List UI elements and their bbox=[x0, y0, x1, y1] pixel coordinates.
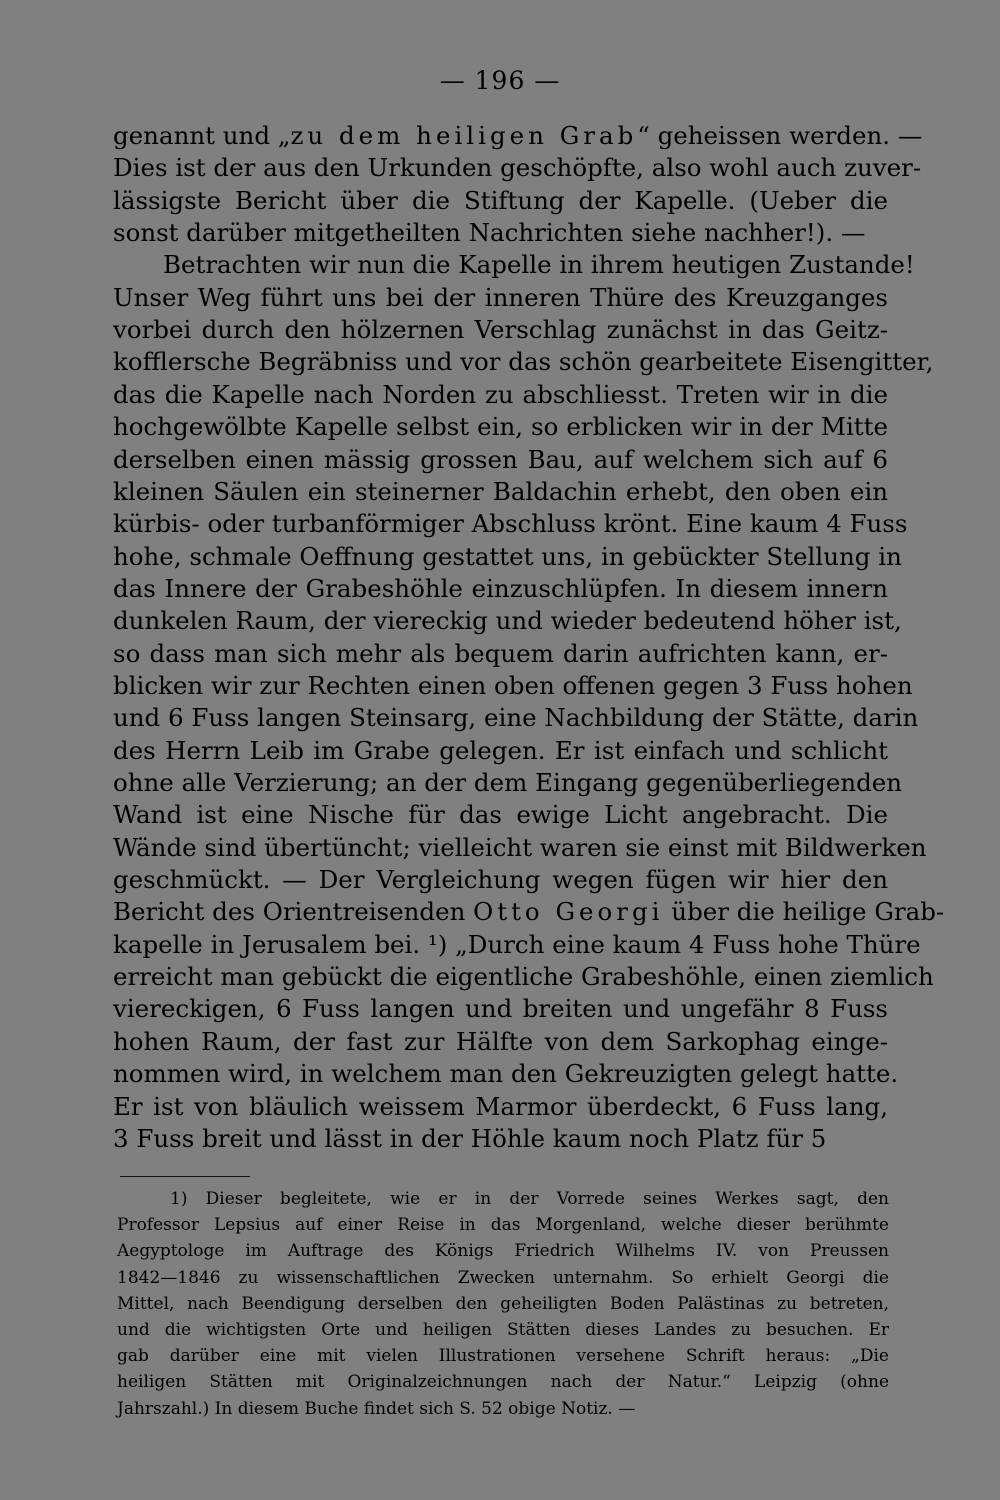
body-line: kapelle in Jerusalem bei. ¹) „Durch eine kaum 4 Fuss hohe Thüre bbox=[113, 929, 921, 959]
footnote-line: Aegyptologe im Auftrage des Königs Friedrich Wilhelms IV. von Preussen bbox=[117, 1241, 889, 1262]
body-line: und 6 Fuss langen Steinsarg, eine Nachbildung der Stätte, darin bbox=[113, 703, 919, 733]
body-line: dunkelen Raum, der viereckig und wieder bedeutend höher ist, bbox=[113, 606, 902, 636]
body-line: Unser Weg führt uns bei der inneren Thüre des Kreuzganges bbox=[113, 282, 888, 312]
body-line-text: über die heilige Grab- bbox=[663, 897, 945, 927]
footnote-separator bbox=[120, 1176, 250, 1177]
body-line: kofflersche Begräbniss und vor das schön gearbeitete Eisengitter, bbox=[113, 347, 934, 377]
body-line: kürbis- oder turbanförmiger Abschluss krönt. Eine kaum 4 Fuss bbox=[113, 509, 908, 539]
body-line: hohen Raum, der fast zur Hälfte von dem Sarkophag einge- bbox=[113, 1026, 888, 1056]
body-line bbox=[113, 896, 945, 928]
body-line: 3 Fuss breit und lässt in der Höhle kaum noch Platz für 5 bbox=[113, 1123, 827, 1153]
body-line: ohne alle Verzierung; an der dem Eingang gegenüberliegenden bbox=[113, 768, 903, 797]
footnote-line: gab darüber eine mit vielen Illustrationen versehene Schrift heraus: „Die bbox=[117, 1346, 889, 1367]
body-line: vorbei durch den hölzernen Verschlag zunächst in das Geitz- bbox=[113, 315, 888, 345]
spaced-emphasis: zu dem heiligen Grab bbox=[290, 121, 638, 150]
body-line: kleinen Säulen ein steinerner Baldachin erhebt, den oben ein bbox=[113, 476, 888, 506]
footnote-line: 1) Dieser begleitete, wie er in der Vorrede seines Werkes sagt, den bbox=[170, 1189, 889, 1209]
body-line: Dies ist der aus den Urkunden geschöpfte, also wohl auch zuver- bbox=[113, 153, 922, 183]
body-line: blicken wir zur Rechten einen oben offenen gegen 3 Fuss hohen bbox=[113, 670, 913, 700]
body-line: Wände sind übertüncht; vielleicht waren sie einst mit Bildwerken bbox=[113, 832, 927, 862]
body-line: das Innere der Grabeshöhle einzuschlüpfen. In diesem innern bbox=[113, 573, 888, 603]
page-number: — 196 — bbox=[439, 66, 561, 95]
body-line: Er ist von bläulich weissem Marmor überdeckt, 6 Fuss lang, bbox=[113, 1091, 888, 1121]
body-line: so dass man sich mehr als bequem darin aufrichten kann, er- bbox=[113, 638, 888, 668]
body-line: geschmückt. — Der Vergleichung wegen fügen wir hier den bbox=[113, 865, 888, 895]
footnote-line: Mittel, nach Beendigung derselben den geheiligten Boden Palästinas zu betreten, bbox=[117, 1293, 889, 1314]
body-line: das die Kapelle nach Norden zu abschliesst. Treten wir in die bbox=[113, 379, 888, 409]
body-line: nommen wird, in welchem man den Gekreuzigten gelegt hatte. bbox=[113, 1059, 899, 1089]
body-line-text: “ geheissen werden. — bbox=[637, 121, 923, 150]
footnote-line: 1842—1846 zu wissenschaftlichen Zwecken unternahm. So erhielt Georgi die bbox=[117, 1267, 889, 1288]
body-line-text: Bericht des Orientreisenden bbox=[113, 897, 474, 927]
body-line: lässigste Bericht über die Stiftung der Kapelle. (Ueber die bbox=[113, 185, 888, 215]
body-line: hohe, schmale Oeffnung gestattet uns, in gebückter Stellung in bbox=[113, 541, 902, 571]
body-line: Wand ist eine Nische für das ewige Licht angebracht. Die bbox=[113, 800, 888, 830]
spaced-emphasis: Otto Georgi bbox=[473, 897, 664, 927]
footnote-line: Professor Lepsius auf einer Reise in das Morgenland, welche dieser berühmte bbox=[117, 1215, 889, 1236]
body-line-text: genannt und „ bbox=[113, 121, 291, 150]
body-line: erreicht man gebückt die eigentliche Grabeshöhle, einen ziemlich bbox=[113, 962, 934, 992]
body-line: derselben einen mässig grossen Bau, auf welchem sich auf 6 bbox=[113, 444, 888, 474]
body-line: des Herrn Leib im Grabe gelegen. Er ist einfach und schlicht bbox=[113, 735, 888, 765]
body-line: sonst darüber mitgetheilten Nachrichten siehe nachher!). — bbox=[113, 218, 866, 248]
body-line: Betrachten wir nun die Kapelle in ihrem heutigen Zustande! bbox=[163, 250, 915, 280]
body-line: viereckigen, 6 Fuss langen und breiten und ungefähr 8 Fuss bbox=[113, 994, 888, 1024]
body-line: hochgewölbte Kapelle selbst ein, so erblicken wir in der Mitte bbox=[113, 412, 888, 442]
footnote-line: und die wichtigsten Orte und heiligen Stätten dieses Landes zu besuchen. Er bbox=[117, 1320, 889, 1340]
body-line bbox=[113, 120, 923, 152]
footnote-line: Jahrszahl.) In diesem Buche findet sich S. 52 obige Notiz. — bbox=[117, 1398, 636, 1419]
footnote-line: heiligen Stätten mit Originalzeichnungen nach der Natur.“ Leipzig (ohne bbox=[117, 1372, 889, 1393]
